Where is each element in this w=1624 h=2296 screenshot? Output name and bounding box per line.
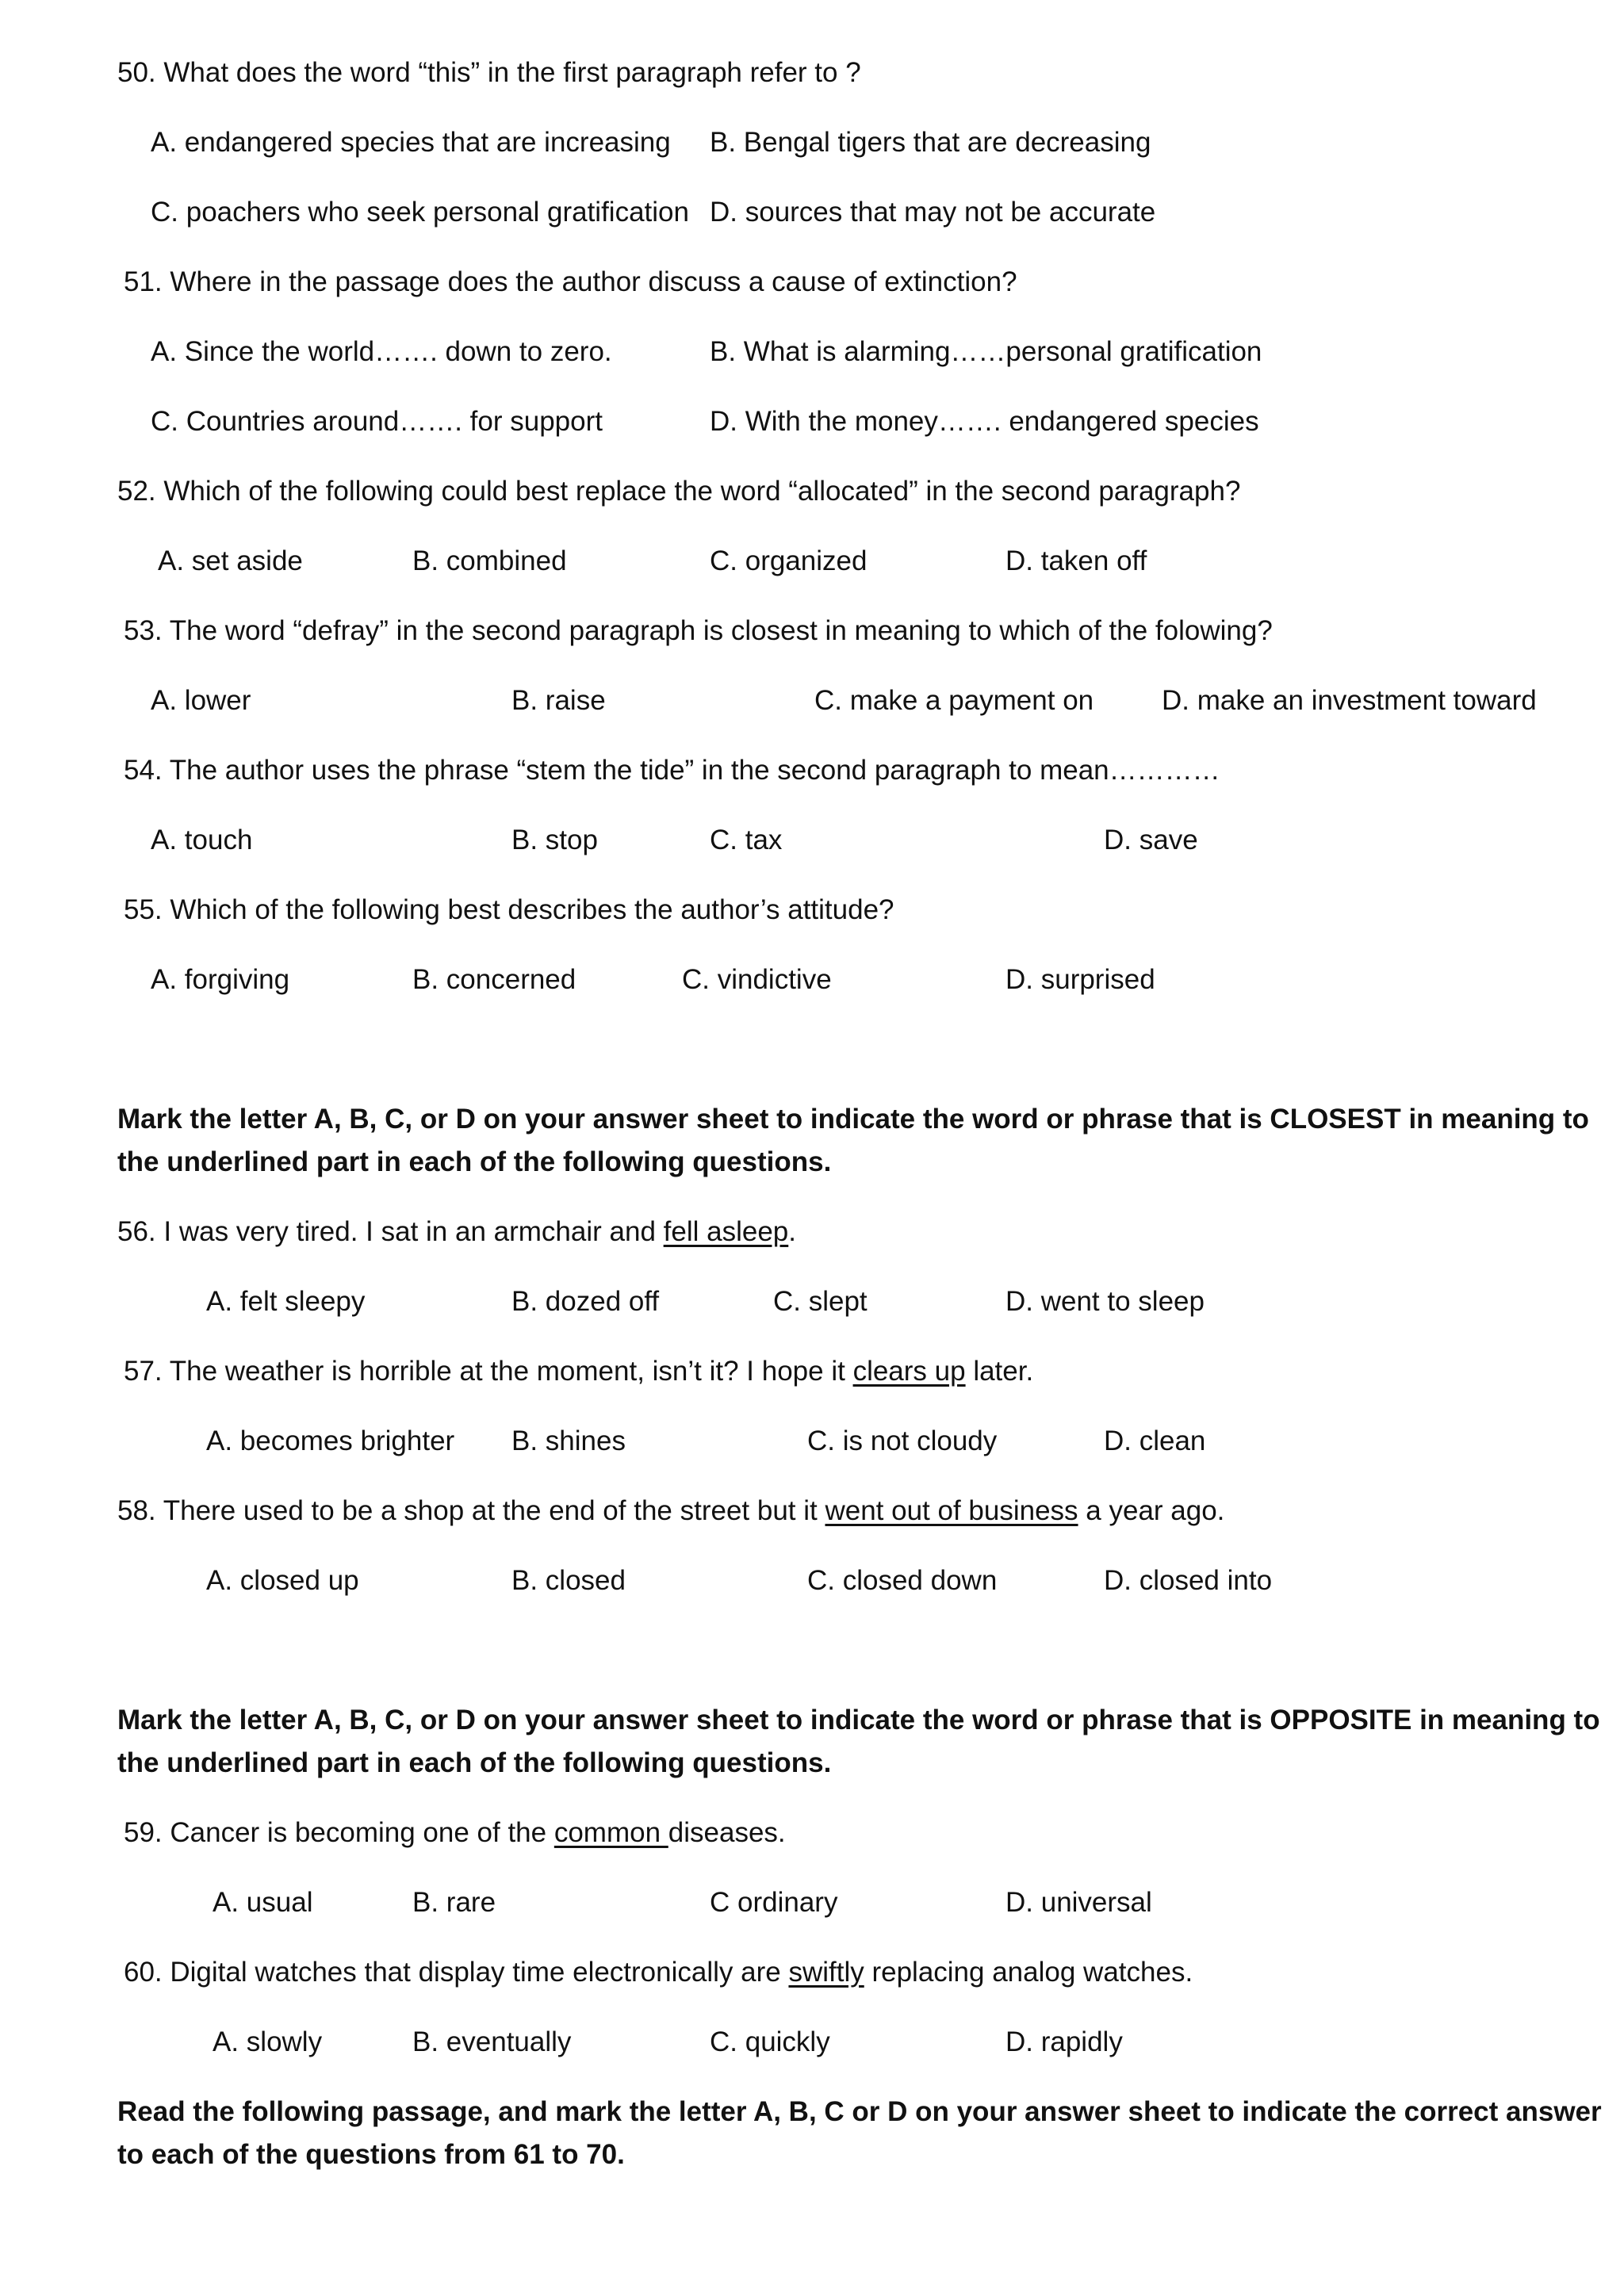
question-60: 60. Digital watches that display time electronically are swiftly replacing analog watches. bbox=[124, 1957, 1193, 1988]
q50-option-d: D. sources that may not be accurate bbox=[710, 197, 1156, 228]
q57-option-a: A. becomes brighter bbox=[206, 1425, 455, 1456]
underlined-phrase: swiftly bbox=[788, 1957, 864, 1988]
q53-option-b: B. raise bbox=[511, 685, 606, 716]
question-51: 51. Where in the passage does the author discuss a cause of extinction? bbox=[124, 266, 1017, 297]
q56-option-d: D. went to sleep bbox=[1005, 1286, 1205, 1317]
q52-option-b: B. combined bbox=[412, 545, 567, 576]
q57-option-c: C. is not cloudy bbox=[807, 1425, 998, 1456]
q54-option-d: D. save bbox=[1104, 825, 1198, 855]
q50-option-b: B. Bengal tigers that are decreasing bbox=[710, 127, 1151, 158]
underlined-phrase: fell asleep bbox=[663, 1216, 789, 1247]
q52-option-c: C. organized bbox=[710, 545, 868, 576]
q52-option-a: A. set aside bbox=[158, 545, 303, 576]
question-58: 58. There used to be a shop at the end of the street but it went out of business a year ago. bbox=[117, 1495, 1225, 1526]
q58-option-a: A. closed up bbox=[206, 1565, 359, 1596]
q51-option-c: C. Countries around……. for support bbox=[151, 406, 603, 437]
q56-option-c: C. slept bbox=[773, 1286, 868, 1317]
instruction-opposite-line2: the underlined part in each of the following questions. bbox=[117, 1747, 832, 1778]
question-50: 50. What does the word “this” in the first paragraph refer to ? bbox=[117, 57, 861, 88]
question-55: 55. Which of the following best describes the author’s attitude? bbox=[124, 894, 894, 925]
q58-option-b: B. closed bbox=[511, 1565, 626, 1596]
q54-option-b: B. stop bbox=[511, 825, 598, 855]
question-59: 59. Cancer is becoming one of the common diseases. bbox=[124, 1817, 786, 1848]
q51-option-b: B. What is alarming……personal gratification bbox=[710, 336, 1262, 367]
question-56: 56. I was very tired. I sat in an armchair and fell asleep. bbox=[117, 1216, 796, 1247]
q56-option-a: A. felt sleepy bbox=[206, 1286, 366, 1317]
q59-option-d: D. universal bbox=[1005, 1887, 1152, 1918]
q57-option-b: B. shines bbox=[511, 1425, 626, 1456]
q55-option-d: D. surprised bbox=[1005, 964, 1155, 995]
q58-option-c: C. closed down bbox=[807, 1565, 998, 1596]
q55-option-b: B. concerned bbox=[412, 964, 576, 995]
q60-option-b: B. eventually bbox=[412, 2026, 572, 2057]
instruction-reading-line2: to each of the questions from 61 to 70. bbox=[117, 2139, 625, 2170]
q60-option-c: C. quickly bbox=[710, 2026, 830, 2057]
q55-option-a: A. forgiving bbox=[151, 964, 290, 995]
q60-option-d: D. rapidly bbox=[1005, 2026, 1123, 2057]
q56-option-b: B. dozed off bbox=[511, 1286, 660, 1317]
instruction-closest-line2: the underlined part in each of the following questions. bbox=[117, 1146, 832, 1177]
q59-option-b: B. rare bbox=[412, 1887, 496, 1918]
q53-option-d: D. make an investment toward bbox=[1162, 685, 1537, 716]
q53-option-a: A. lower bbox=[151, 685, 251, 716]
q50-option-c: C. poachers who seek personal gratification bbox=[151, 197, 689, 228]
instruction-reading-line1: Read the following passage, and mark the letter A, B, C or D on your answer sheet to indicate the correct answer bbox=[117, 2096, 1602, 2127]
q50-option-a: A. endangered species that are increasing bbox=[151, 127, 671, 158]
q52-option-d: D. taken off bbox=[1005, 545, 1147, 576]
q55-option-c: C. vindictive bbox=[682, 964, 832, 995]
q59-option-c: C ordinary bbox=[710, 1887, 838, 1918]
underlined-phrase: clears up bbox=[852, 1356, 966, 1387]
q58-option-d: D. closed into bbox=[1104, 1565, 1273, 1596]
q60-option-a: A. slowly bbox=[213, 2026, 323, 2057]
q54-option-a: A. touch bbox=[151, 825, 253, 855]
underlined-phrase: went out of business bbox=[825, 1495, 1078, 1526]
instruction-closest-line1: Mark the letter A, B, C, or D on your answer sheet to indicate the word or phrase that is CLOSEST in meaning to bbox=[117, 1104, 1589, 1135]
question-52: 52. Which of the following could best replace the word “allocated” in the second paragraph? bbox=[117, 476, 1241, 507]
instruction-opposite-line1: Mark the letter A, B, C, or D on your answer sheet to indicate the word or phrase that is OPPOSITE in meaning to bbox=[117, 1705, 1600, 1735]
q51-option-a: A. Since the world……. down to zero. bbox=[151, 336, 612, 367]
q53-option-c: C. make a payment on bbox=[814, 685, 1094, 716]
q59-option-a: A. usual bbox=[213, 1887, 313, 1918]
q51-option-d: D. With the money……. endangered species bbox=[710, 406, 1259, 437]
underlined-phrase: common bbox=[553, 1817, 668, 1848]
q57-option-d: D. clean bbox=[1104, 1425, 1206, 1456]
question-53: 53. The word “defray” in the second paragraph is closest in meaning to which of the folowing? bbox=[124, 615, 1273, 646]
q54-option-c: C. tax bbox=[710, 825, 783, 855]
question-57: 57. The weather is horrible at the moment, isn’t it? I hope it clears up later. bbox=[124, 1356, 1034, 1387]
question-54: 54. The author uses the phrase “stem the tide” in the second paragraph to mean………… bbox=[124, 755, 1220, 786]
